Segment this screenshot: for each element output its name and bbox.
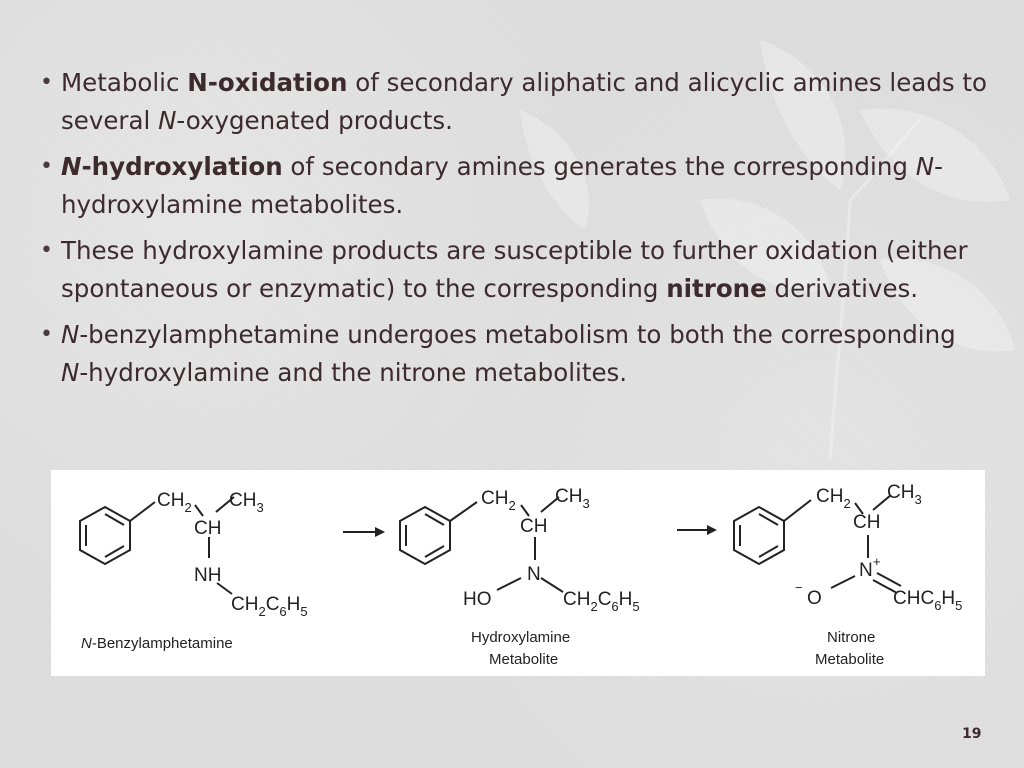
chc6h5-label: $CHC_6H_5$ xyxy=(893,588,963,613)
bullet-text: Metabolic N-oxidation of secondary aliphatic and alicyclic amines leads to several N-oxygenated products. xyxy=(61,68,988,135)
n-label: N xyxy=(527,564,541,585)
bullet-dot: • xyxy=(40,154,53,179)
ch2-label: $CH_2$ xyxy=(481,488,516,513)
bullet-dot: • xyxy=(40,238,53,263)
ho-label: HO xyxy=(463,589,492,610)
bullet-dot: • xyxy=(40,70,53,95)
bullet-item xyxy=(40,148,990,224)
caption-hydroxylamine-line1: Hydroxylamine xyxy=(471,629,571,646)
reaction-scheme xyxy=(51,470,985,676)
bullet-text: N-benzylamphetamine undergoes metabolism to both the corresponding N-hydroxylamine and the nitrone metabolites. xyxy=(61,320,956,387)
nh-label: NH xyxy=(194,565,222,586)
molecule-nitrone xyxy=(734,495,901,593)
bullet-item xyxy=(40,232,990,308)
o-label: O xyxy=(807,588,822,609)
reaction-arrow-2 xyxy=(677,525,717,535)
benzene-ring-1 xyxy=(80,507,130,564)
reaction-arrow-1 xyxy=(343,527,385,537)
ch2-label: $CH_2$ xyxy=(816,486,851,511)
caption-nitrone-line1: Nitrone xyxy=(827,629,876,646)
bullet-text: N-hydroxylation of secondary amines generates the corresponding N-hydroxylamine metabolites. xyxy=(61,152,943,219)
benzene-ring-2 xyxy=(400,507,450,564)
page-number: 19 xyxy=(962,726,982,742)
bullet-dot: • xyxy=(40,322,53,347)
bullet-list xyxy=(40,64,990,400)
ch3-label: $CH_3$ xyxy=(555,486,590,511)
bullet-item xyxy=(40,316,990,392)
ch-label: CH xyxy=(520,516,548,537)
plus-charge: + xyxy=(873,554,881,569)
ch2-label: $CH_2$ xyxy=(157,490,192,515)
n-label: N xyxy=(859,560,873,581)
caption-hydroxylamine-line2: Metabolite xyxy=(489,651,559,668)
bullet-item xyxy=(40,64,990,140)
ch3-label: $CH_3$ xyxy=(887,482,922,507)
reaction-figure xyxy=(51,470,985,676)
minus-charge: − xyxy=(795,580,803,595)
benzene-ring-3 xyxy=(734,507,784,564)
ch-label: CH xyxy=(853,512,881,533)
ch2c6h5-label: $CH_2C_6H_5$ xyxy=(231,594,308,619)
ch3-label: $CH_3$ xyxy=(229,490,264,515)
bullet-text: These hydroxylamine products are susceptible to further oxidation (either spontaneous or enzymatic) to the corresponding nitrone derivatives. xyxy=(61,236,968,303)
caption-benzylamphetamine: N-Benzylamphetamine xyxy=(81,635,233,652)
caption-nitrone-line2: Metabolite xyxy=(815,651,885,668)
ch2c6h5-label: $CH_2C_6H_5$ xyxy=(563,589,640,614)
ch-label: CH xyxy=(194,518,222,539)
